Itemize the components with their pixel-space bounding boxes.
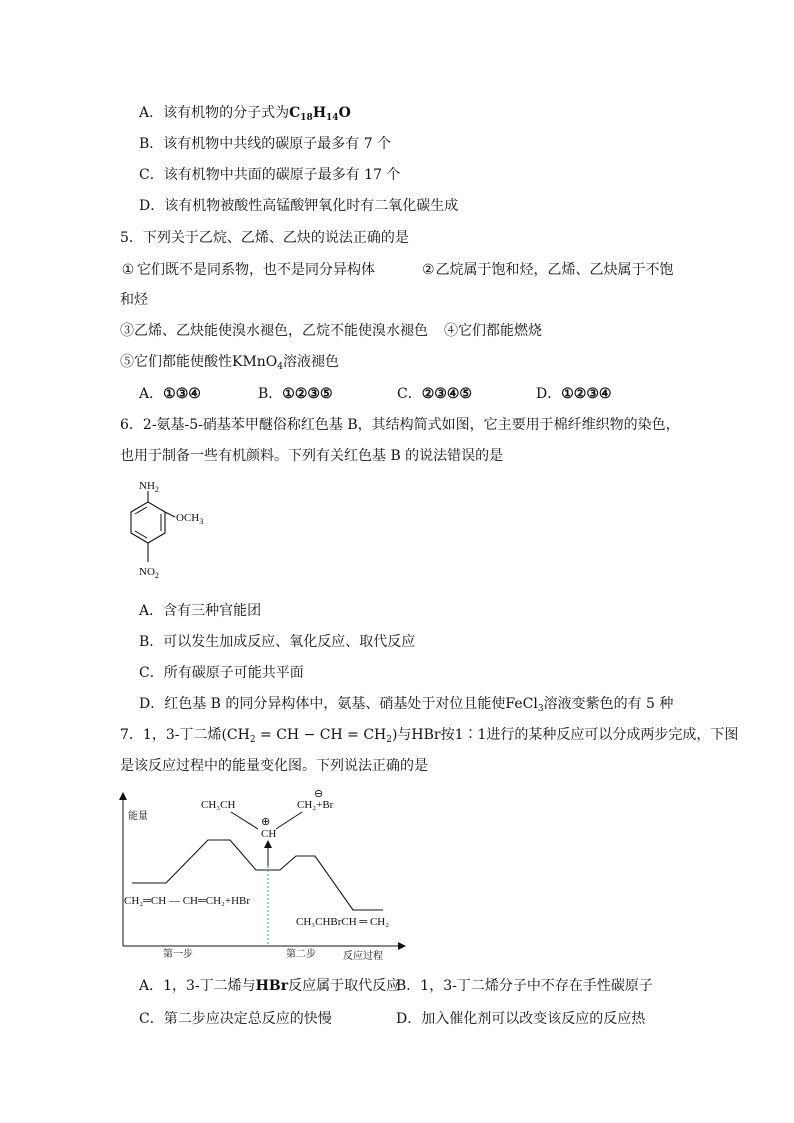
q5-statement-4 [444, 322, 542, 340]
q5-s3-text: 乙烯、乙炔能使溴水褪色，乙烷不能使溴水褪色 [134, 323, 428, 339]
q5-option-b [258, 385, 333, 403]
y-axis-label: 能量 [128, 811, 148, 822]
formula-sub-1: 18 [300, 113, 313, 123]
intermediate-top-left: CH₃CH [201, 799, 236, 811]
q7-stem-part: = CH − CH = CH [255, 727, 387, 743]
benzene-ring [131, 502, 165, 543]
q5-statement-2 [422, 261, 674, 279]
q5-s4-text: 它们都能燃烧 [458, 323, 542, 339]
q6-option-c: C．所有碳原子可能共平面 [139, 665, 304, 681]
formula-c: C [289, 105, 301, 121]
q7-option-d: D．加入催化剂可以改变该反应的反应热 [396, 1011, 646, 1027]
q6-stem-line-2: 也用于制备一些有机颜料。下列有关红色基 B 的说法错误的是 [120, 448, 504, 464]
q7-stem-line-1 [120, 726, 738, 744]
formula-h: H [312, 105, 327, 121]
option-num: ② [573, 386, 587, 402]
plus-charge: ⊕ [261, 816, 271, 828]
intermediate-bond-right [276, 812, 302, 829]
q4-option-a [139, 104, 351, 122]
option-letter: B． [258, 386, 283, 402]
intermediate-top-right: CH₂+Br [297, 799, 334, 811]
intermediate-center: CH [261, 828, 277, 840]
q7-stem-part: 7．1，3-丁二烯(CH [120, 727, 250, 743]
circled-number: ② [422, 262, 435, 278]
label-och3: $OCH_3$ [176, 512, 204, 526]
option-num: ① [163, 386, 176, 402]
q7-option-a-text: A．1，3-丁二烯与 [139, 978, 256, 994]
q4-option-c: C．该有机物中共面的碳原子最多有 17 个 [139, 167, 401, 183]
reactant-label: CH₂═CH — CH═CH₂+HBr [124, 895, 251, 907]
option-num: ④ [188, 386, 201, 402]
formula-sub: 3 [537, 704, 544, 714]
x-axis-label: 反应过程 [343, 951, 383, 962]
q6-structure-diagram [118, 476, 228, 591]
q6-option-a: A．含有三种官能团 [139, 603, 262, 619]
q6-option-d-text: D．红色基 B 的同分异构体中，氨基、硝基处于对位且能使FeCl [139, 696, 538, 712]
option-letter: C． [397, 386, 422, 402]
q6-option-b: B．可以发生加成反应、氧化反应、取代反应 [139, 634, 416, 650]
q5-option-d [536, 385, 611, 403]
q4-option-b: B．该有机物中共线的碳原子最多有 7 个 [139, 136, 392, 152]
option-num: ④ [446, 386, 460, 402]
option-num: ③ [307, 386, 320, 402]
circled-number: ⑤ [120, 354, 134, 370]
step1-label: 第一步 [163, 949, 193, 960]
q5-stem: 5．下列关于乙烷、乙烯、乙炔的说法正确的是 [120, 230, 409, 246]
q6-option-d-post: 溶液变紫色的有 5 种 [543, 696, 674, 712]
option-num: ① [282, 386, 295, 402]
formula-sub: 2 [386, 735, 392, 745]
option-num: ② [421, 386, 435, 402]
q5-s5-text-post: 溶液褪色 [283, 354, 340, 370]
q7-option-a [139, 977, 400, 995]
q7-option-c: C．第二步应决定总反应的快慢 [139, 1011, 332, 1027]
q7-stem-line-2: 是该反应过程中的能量变化图。下列说法正确的是 [120, 758, 428, 774]
q5-option-c [397, 385, 472, 403]
q5-s5-text: 它们都能使酸性KMnO [134, 354, 278, 370]
option-letter: A． [139, 386, 164, 402]
formula-hbr: HBr [255, 978, 289, 994]
q5-statement-2-cont: 和烃 [120, 292, 148, 308]
product-label: CH₃CHBrCH ═ CH₂ [296, 916, 390, 928]
label-nh2: $NH_2$ [139, 480, 159, 494]
q5-statement-5 [120, 353, 339, 371]
formula-sub: 2 [249, 735, 256, 745]
q6-stem-line-1: 6．2-氨基-5-硝基苯甲醚俗称红色基 B，其结构简式如图，它主要用于棉纤维织物的染色， [120, 417, 680, 433]
minus-charge: ⊖ [314, 788, 324, 800]
option-num: ③ [175, 386, 189, 402]
option-num: ① [561, 386, 574, 402]
circled-number: ④ [444, 323, 458, 339]
q5-option-a [139, 385, 201, 403]
q5-statement-3 [120, 322, 428, 340]
option-num: ③ [434, 386, 447, 402]
intermediate-bond-left [231, 812, 258, 829]
q7-option-a-post: 反应属于取代反应 [288, 978, 401, 994]
q5-s2-text: 乙烷属于饱和烃，乙烯、乙炔属于不饱 [435, 262, 674, 278]
step2-label: 第二步 [286, 949, 316, 960]
q5-s1-text: 它们既不是同系物，也不是同分异构体 [137, 262, 375, 278]
option-letter: D． [536, 386, 562, 402]
option-num: ③ [586, 386, 599, 402]
q6-option-d [139, 695, 673, 713]
circled-number: ③ [120, 323, 134, 339]
formula-sub-2: 14 [326, 113, 339, 123]
formula-sub: 4 [277, 362, 284, 372]
option-num: ② [294, 386, 308, 402]
q7-energy-diagram [118, 782, 428, 972]
option-num: ④ [598, 386, 612, 402]
q4-option-d: D．该有机物被酸性高锰酸钾氧化时有二氧化碳生成 [139, 198, 459, 214]
formula-o: O [338, 105, 351, 121]
q5-statement-1 [120, 261, 375, 279]
circled-number: ① [121, 262, 135, 278]
option-num: ⑤ [319, 386, 333, 402]
q4-option-a-text: A．该有机物的分子式为 [139, 105, 290, 121]
q7-stem-part: )与HBr按1∶1进行的某种反应可以分成两步完成，下图 [391, 727, 739, 743]
label-no2: $NO_2$ [139, 566, 159, 580]
q7-option-b: B．1，3-丁二烯分子中不存在手性碳原子 [396, 978, 653, 994]
bond-och3 [165, 512, 175, 517]
option-num: ⑤ [459, 386, 472, 402]
